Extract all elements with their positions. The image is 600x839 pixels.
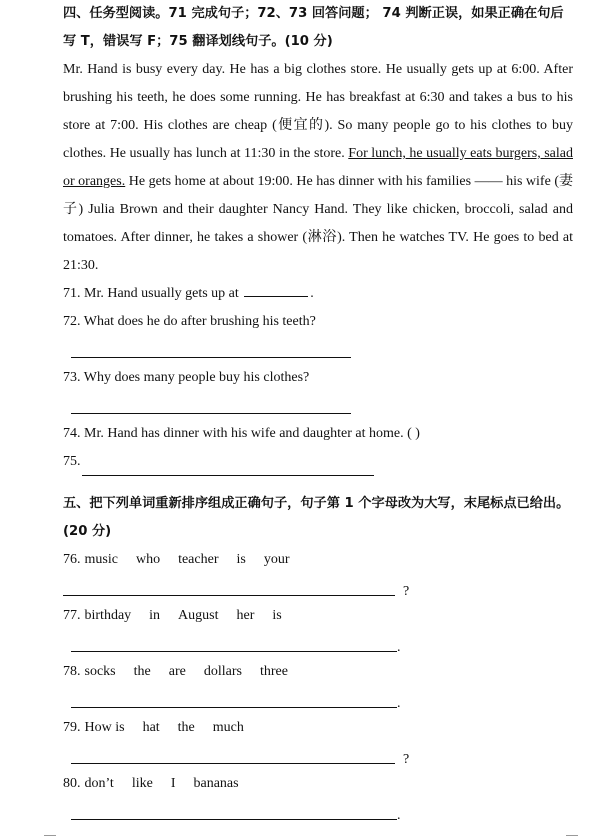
answer-line-77[interactable] bbox=[63, 630, 573, 658]
scrambled-word: her bbox=[236, 608, 255, 623]
scrambled-word: teacher bbox=[178, 552, 219, 567]
scrambled-word: birthday bbox=[84, 608, 132, 623]
reading-passage bbox=[63, 56, 573, 280]
scrambled-word: hat bbox=[142, 720, 160, 735]
passage-text-2: He gets home at about 19:00. He has dinner with his families —— his wife (妻子) Julia Brown and their daughter Nancy Hand. They like chicken, broccoli, salad and tomatoes. After dinner, he takes a shower (淋浴). Then he watches TV. He goes to bed at 21:30. bbox=[63, 174, 573, 273]
question-72: 72. What does he do after brushing his teeth? bbox=[63, 314, 316, 329]
section-4-heading: 四、任务型阅读。71 完成句子；72、73 回答问题； 74 判断正误，如果正确在句后写 T，错误写 F；75 翻译划线句子。(10 分) bbox=[63, 6, 564, 49]
question-number: 76. bbox=[63, 552, 81, 567]
answer-line-75[interactable] bbox=[82, 455, 374, 476]
question-75 bbox=[63, 448, 573, 476]
scrambled-word: in bbox=[149, 608, 161, 623]
scrambled-word: the bbox=[133, 664, 151, 679]
page-corner-mark-left bbox=[44, 835, 56, 839]
scrambled-word: like bbox=[131, 776, 153, 791]
answer-line-78[interactable] bbox=[63, 686, 573, 714]
scrambled-word: three bbox=[259, 664, 288, 679]
reorder-question-77 bbox=[63, 602, 573, 630]
scrambled-word: are bbox=[168, 664, 186, 679]
ending-punctuation: . bbox=[397, 808, 401, 823]
answer-line-76[interactable] bbox=[63, 574, 573, 602]
reorder-questions bbox=[63, 546, 573, 826]
worksheet-page bbox=[63, 0, 573, 826]
scrambled-word: your bbox=[263, 552, 290, 567]
question-73: 73. Why does many people buy his clothes? bbox=[63, 370, 310, 385]
question-number: 77. bbox=[63, 608, 81, 623]
scrambled-word: much bbox=[212, 720, 244, 735]
question-71-blank[interactable] bbox=[244, 282, 308, 297]
question-number: 79. bbox=[63, 720, 81, 735]
ending-punctuation: ? bbox=[403, 752, 410, 767]
scrambled-word: August bbox=[178, 608, 219, 623]
question-71 bbox=[63, 280, 573, 308]
underlined-sentence: For lunch, he usually eats burgers, salad or oranges. bbox=[63, 146, 573, 189]
passage-text-1: Mr. Hand is busy every day. He has a big clothes store. He usually gets up at 6:00. After brushing his teeth, he does some running. He has breakfast at 6:30 and takes a bus to his store at 7:00. His clothes are cheap (便宜的). So many people go to his clothes to buy clothes. He usually has lunch at 11:30 in the store. bbox=[63, 62, 573, 161]
scrambled-word: I bbox=[170, 776, 176, 791]
question-number: 78. bbox=[63, 664, 81, 679]
question-number: 80. bbox=[63, 776, 81, 791]
answer-line-73[interactable] bbox=[63, 392, 573, 420]
reorder-question-76 bbox=[63, 546, 573, 574]
scrambled-word: socks bbox=[84, 664, 116, 679]
ending-punctuation: . bbox=[397, 696, 401, 711]
scrambled-word: How is bbox=[84, 720, 125, 735]
question-71-text: 71. Mr. Hand usually gets up at bbox=[63, 286, 239, 301]
question-71-period: . bbox=[310, 286, 314, 301]
question-75-label: 75. bbox=[63, 454, 81, 469]
reorder-question-78 bbox=[63, 658, 573, 686]
ending-punctuation: ? bbox=[403, 584, 410, 599]
answer-line-72[interactable] bbox=[63, 336, 573, 364]
scrambled-word: bananas bbox=[193, 776, 239, 791]
answer-line-80[interactable] bbox=[63, 798, 573, 826]
scrambled-word: dollars bbox=[203, 664, 242, 679]
scrambled-word: is bbox=[272, 608, 282, 623]
scrambled-word: who bbox=[135, 552, 161, 567]
scrambled-word: is bbox=[236, 552, 246, 567]
answer-line-79[interactable] bbox=[63, 742, 573, 770]
ending-punctuation: . bbox=[397, 640, 401, 655]
reorder-question-79 bbox=[63, 714, 573, 742]
reorder-question-80 bbox=[63, 770, 573, 798]
scrambled-word: music bbox=[84, 552, 118, 567]
scrambled-word: don’t bbox=[84, 776, 114, 791]
page-corner-mark-right bbox=[566, 835, 578, 839]
section-5-heading: 五、把下列单词重新排序组成正确句子，句子第 1 个字母改为大写，末尾标点已给出。(20 分) bbox=[63, 496, 570, 539]
scrambled-word: the bbox=[177, 720, 195, 735]
question-74: 74. Mr. Hand has dinner with his wife and daughter at home. ( ) bbox=[63, 426, 420, 441]
